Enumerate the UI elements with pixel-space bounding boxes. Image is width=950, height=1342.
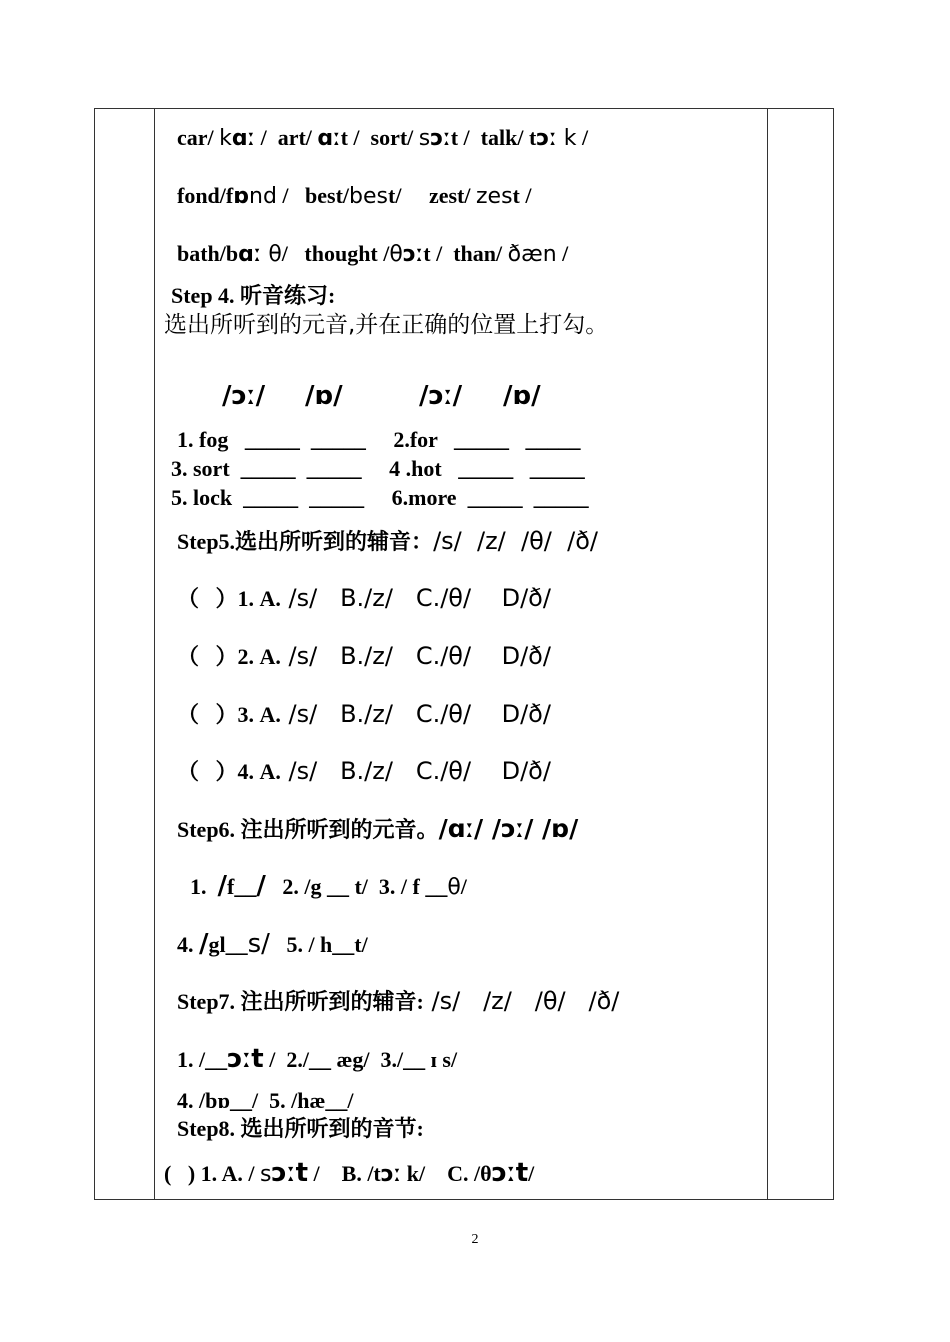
step4-title: Step 4. 听音练习: [171, 283, 336, 308]
step4-header-4: /ɒ/ [503, 381, 541, 411]
step5-item-2: （ ）2. A. /s/ B./z/ C./θ/ D/ð/ [177, 642, 551, 670]
step7-line-2: 4. /bɒ__/ 5. /hæ__/ [177, 1088, 354, 1113]
step5-symbols: /s/ /z/ /θ/ /ð/ [433, 527, 598, 555]
step4-row-3: 5. lock _____ _____ 6.more _____ _____ [171, 485, 589, 510]
phonetic-row-1: car/ kɑː / art/ ɑːt / sort/ sɔːt / talk/ tɔː k / [177, 125, 589, 151]
step8-item-1: ( ) 1. A. / sɔːt / B. /tɔː k/ C. /θɔːt/ [164, 1158, 535, 1188]
step5-header [177, 527, 598, 556]
step4-row-2: 3. sort _____ _____ 4 .hot _____ _____ [171, 456, 585, 481]
step6-line-1: 1. /f__/ 2. /g __ t/ 3. / f __θ/ [190, 871, 467, 901]
step6-title: Step6. 注出所听到的元音。 [177, 817, 439, 842]
step7-symbols: /s/ /z/ /θ/ /ð/ [423, 987, 620, 1015]
step4-header-3: /ɔː/ [419, 381, 463, 411]
phonetic-row-3: bath/bɑː θ/ thought /θɔːt / than/ ðæn / [177, 241, 569, 267]
phonetic-row-2: fond/fɒnd / best/best/ zest/ zest / [177, 183, 532, 209]
step5-title: Step5.选出所听到的辅音： [177, 529, 434, 554]
step4-header-1: /ɔː/ [222, 381, 266, 411]
step6-line-2: 4. /gl__s/ 5. / h__t/ [177, 929, 368, 959]
table-divider-right [767, 109, 768, 1199]
step7-line-1: 1. /__ɔːt / 2./__ æg/ 3./__ ɪ s/ [177, 1044, 458, 1074]
page-number: 2 [471, 1232, 479, 1247]
table-divider-left [154, 109, 155, 1199]
step6-header [177, 815, 578, 844]
step7-header [177, 987, 619, 1016]
step4-row-1: 1. fog _____ _____ 2.for _____ _____ [177, 427, 581, 452]
step8-title: Step8. 选出所听到的音节: [177, 1116, 424, 1141]
step6-symbols: /ɑː/ /ɔː/ /ɒ/ [438, 814, 579, 843]
step5-item-1: （ ）1. A. /s/ B./z/ C./θ/ D/ð/ [177, 584, 551, 612]
step4-header-2: /ɒ/ [305, 381, 343, 411]
step4-instruction: 选出所听到的元音,并在正确的位置上打勾。 [164, 312, 609, 338]
step5-item-4: （ ）4. A. /s/ B./z/ C./θ/ D/ð/ [177, 757, 551, 785]
step5-item-3: （ ）3. A. /s/ B./z/ C./θ/ D/ð/ [177, 700, 551, 728]
step7-title: Step7. 注出所听到的辅音: [177, 989, 424, 1014]
